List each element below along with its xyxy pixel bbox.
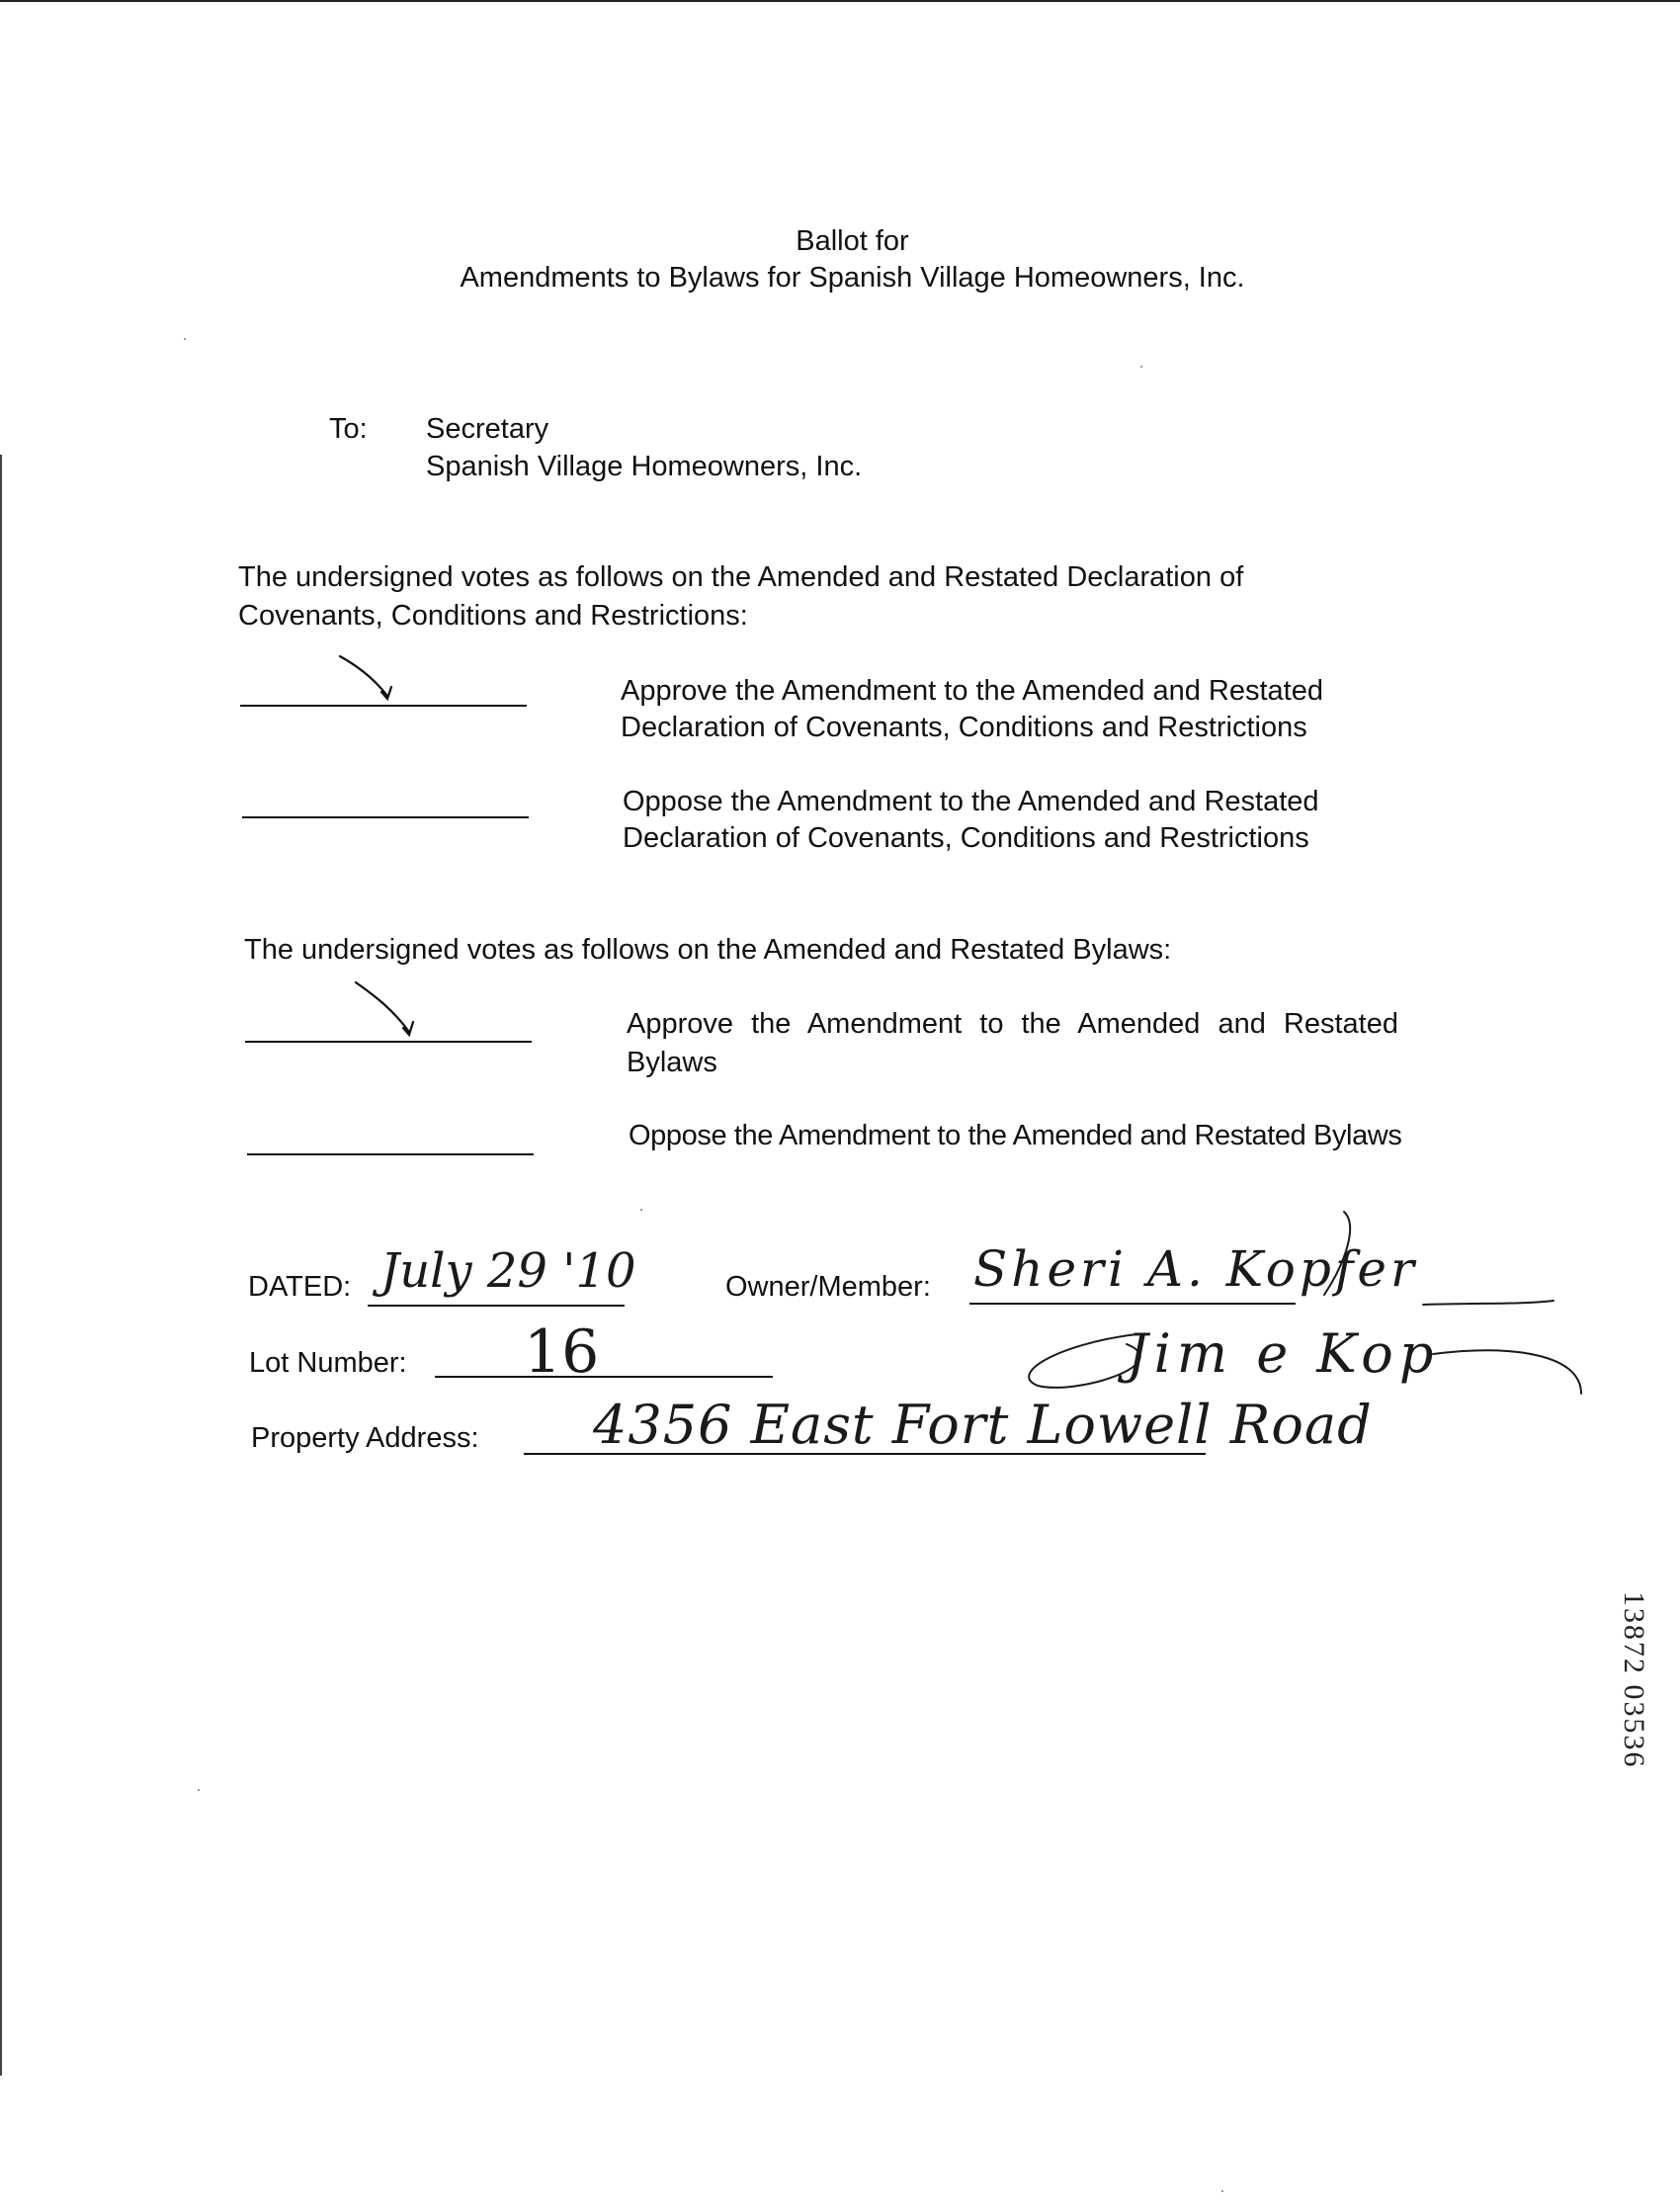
to-organization: Spanish Village Homeowners, Inc.: [426, 451, 863, 482]
declaration-intro-line1: The undersigned votes as follows on the Amended and Restated Declaration of: [238, 561, 1244, 593]
declaration-oppose-blank[interactable]: [242, 816, 529, 818]
owner-member-label: Owner/Member:: [725, 1271, 931, 1303]
to-label: To:: [329, 413, 368, 445]
owner-signature-flourish: [1285, 1206, 1561, 1315]
declaration-oppose-text-line2: Declaration of Covenants, Conditions and Restrictions: [623, 822, 1309, 854]
scan-speck: [1221, 2190, 1223, 2192]
scan-speck: [198, 1789, 200, 1791]
dated-line[interactable]: [368, 1305, 625, 1307]
bylaws-approve-text-line1: Approve the Amendment to the Amended and Restated: [627, 1008, 1398, 1040]
declaration-approve-checkmark-icon: [338, 652, 407, 708]
owner-signature-secondary: Jim e Kop: [1127, 1322, 1440, 1385]
owner-member-line[interactable]: [969, 1303, 1296, 1305]
ballot-subtitle: Amendments to Bylaws for Spanish Village Homeowners, Inc.: [460, 262, 1245, 294]
bates-number: 13872 03536: [1618, 1591, 1650, 1769]
bylaws-oppose-blank[interactable]: [247, 1153, 534, 1155]
declaration-intro-line2: Covenants, Conditions and Restrictions:: [238, 600, 748, 632]
declaration-approve-text-line2: Declaration of Covenants, Conditions and Restrictions: [621, 712, 1307, 743]
lot-number-label: Lot Number:: [249, 1347, 407, 1379]
scan-speck: [184, 338, 186, 340]
bylaws-intro: The undersigned votes as follows on the Amended and Restated Bylaws:: [244, 934, 1172, 966]
property-address-handwritten-value: 4356 East Fort Lowell Road: [593, 1394, 1373, 1456]
bylaws-approve-text-line2: Bylaws: [627, 1047, 717, 1078]
owner-signature-primary: Sheri A. Kopfer: [973, 1240, 1418, 1298]
bylaws-oppose-text: Oppose the Amendment to the Amended and Restated Bylaws: [629, 1120, 1402, 1151]
scan-speck: [640, 1209, 642, 1211]
lot-number-line[interactable]: [435, 1376, 773, 1378]
scan-edge-top: [0, 0, 1680, 2]
dated-label: DATED:: [248, 1271, 352, 1303]
to-recipient: Secretary: [426, 413, 549, 445]
lot-number-handwritten-value: 16: [524, 1317, 600, 1387]
scan-speck: [1140, 366, 1142, 368]
bylaws-approve-checkmark-icon: [354, 978, 433, 1044]
secondary-signature-loop: [998, 1324, 1591, 1403]
declaration-approve-text-line1: Approve the Amendment to the Amended and Restated: [621, 675, 1323, 707]
declaration-oppose-text-line1: Oppose the Amendment to the Amended and Restated: [623, 786, 1319, 817]
ballot-title: Ballot for: [796, 225, 909, 257]
dated-handwritten-value: July 29 '10: [380, 1243, 636, 1299]
scan-edge-left: [0, 455, 2, 2076]
bates-stamp: [1601, 1591, 1660, 1868]
property-address-label: Property Address:: [251, 1422, 479, 1454]
